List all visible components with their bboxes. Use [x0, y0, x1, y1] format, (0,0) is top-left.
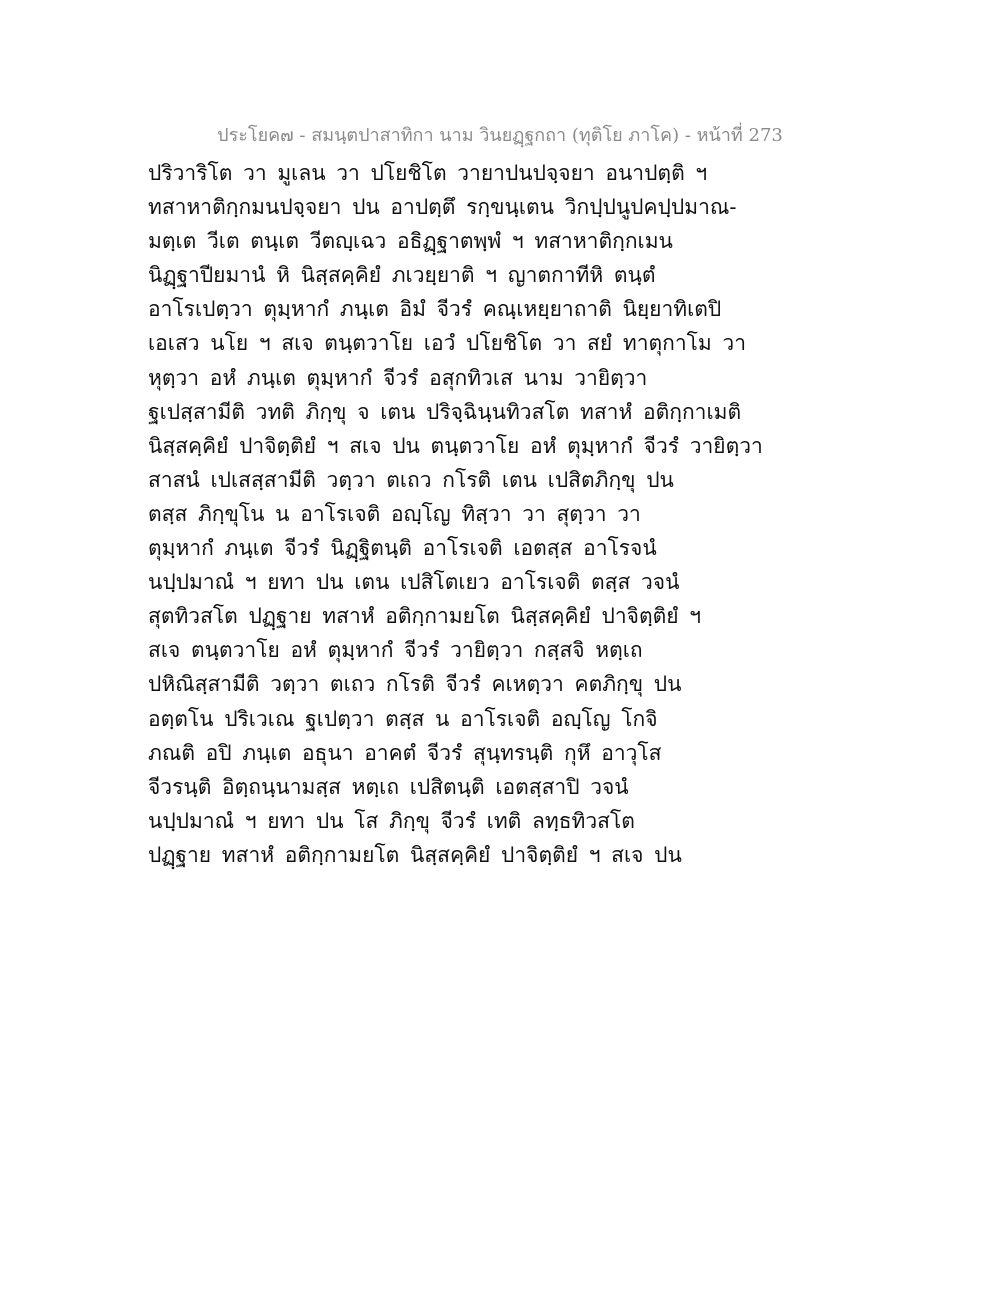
body-line: จีวรนฺติ อิตฺถนฺนามสฺส หตฺเถ เปสิตนฺติ เอตสฺสาปิ วจนํ [148, 774, 629, 799]
body-line: ตุมฺหากํ ภนฺเต จีวรํ นิฏฺฐิตนฺติ อาโรเจติ เอตสฺส อาโรจนํ [148, 536, 657, 561]
body-line: อตฺตโน ปริเวเณ ฐเปตฺวา ตสฺส น อาโรเจติ อญฺโญ โกจิ [148, 706, 658, 731]
body-line: หุตฺวา อหํ ภนฺเต ตุมฺหากํ จีวรํ อสุกทิวเส นาม วายิตฺวา [148, 365, 648, 390]
body-line: ทสาหาติกฺกมนปจฺจยา ปน อาปตฺตึ รกฺขนฺเตน วิกปฺปนูปคปฺปมาณ- [148, 195, 737, 220]
body-line: ตสฺส ภิกฺขุโน น อาโรเจติ อญฺโญ ทิสฺวา วา สุตฺวา วา [148, 501, 641, 526]
body-line: นิสฺสคฺคิยํ ปาจิตฺติยํ ฯ สเจ ปน ตนฺตวาโย อหํ ตุมฺหากํ จีวรํ วายิตฺวา [148, 433, 763, 458]
body-text [148, 156, 848, 872]
body-line: นิฏฺฐาปียมานํ หิ นิสฺสคฺคิยํ ภเวยฺยาติ ฯ ญาตกาทีหิ ตนฺตํ [148, 263, 656, 288]
running-header: ประโยค๗ - สมนฺตปาสาทิกา นาม วินยฏฺฐกถา (ทุติโย ภาโค) - หน้าที่ 273 [217, 125, 783, 146]
body-line: สุตทิวสโต ปฏฺฐาย ทสาหํ อติกฺกามยโต นิสฺสคฺคิยํ ปาจิตฺติยํ ฯ [148, 604, 702, 629]
body-line: มตฺเต วีเต ตนฺเต วีตญฺเฉว อธิฏฺฐาตพฺพํ ฯ ทสาหาติกฺกเมน [148, 229, 673, 254]
body-line: ฐเปสฺสามีติ วทติ ภิกฺขุ จ เตน ปริจฺฉินฺนทิวสโต ทสาหํ อติกฺกาเมติ [148, 399, 742, 424]
body-line: สเจ ตนฺตวาโย อหํ ตุมฺหากํ จีวรํ วายิตฺวา กสฺสจิ หตฺเถ [148, 638, 643, 663]
body-line: ปฏฺฐาย ทสาหํ อติกฺกามยโต นิสฺสคฺคิยํ ปาจิตฺติยํ ฯ สเจ ปน [148, 842, 682, 867]
body-line: นปฺปมาณํ ฯ ยทา ปน โส ภิกฺขุ จีวรํ เทติ ลทฺธทิวสโต [148, 808, 635, 833]
body-line: เอเสว นโย ฯ สเจ ตนฺตวาโย เอวํ ปโยชิโต วา สยํ ทาตุกาโม วา [148, 331, 747, 356]
body-line: ปหิณิสฺสามีติ วตฺวา ตเถว กโรติ จีวรํ คเหตฺวา คตภิกฺขุ ปน [148, 672, 682, 697]
body-line: ปริวาริโต วา มูเลน วา ปโยชิโต วายาปนปจฺจยา อนาปตฺติ ฯ [148, 161, 708, 185]
body-line: ภณติ อปิ ภนฺเต อธุนา อาคตํ จีวรํ สุนฺทรนฺติ กุหึ อาวุโส [148, 740, 662, 765]
body-line: สาสนํ เปเสสฺสามีติ วตฺวา ตเถว กโรติ เตน เปสิตภิกฺขุ ปน [148, 467, 674, 492]
body-line: อาโรเปตฺวา ตุมฺหากํ ภนฺเต อิมํ จีวรํ คณฺเหยฺยาถาติ นิยฺยาทิเตปิ [148, 297, 722, 322]
body-line: นปฺปมาณํ ฯ ยทา ปน เตน เปสิโตเยว อาโรเจติ ตสฺส วจนํ [148, 570, 680, 595]
